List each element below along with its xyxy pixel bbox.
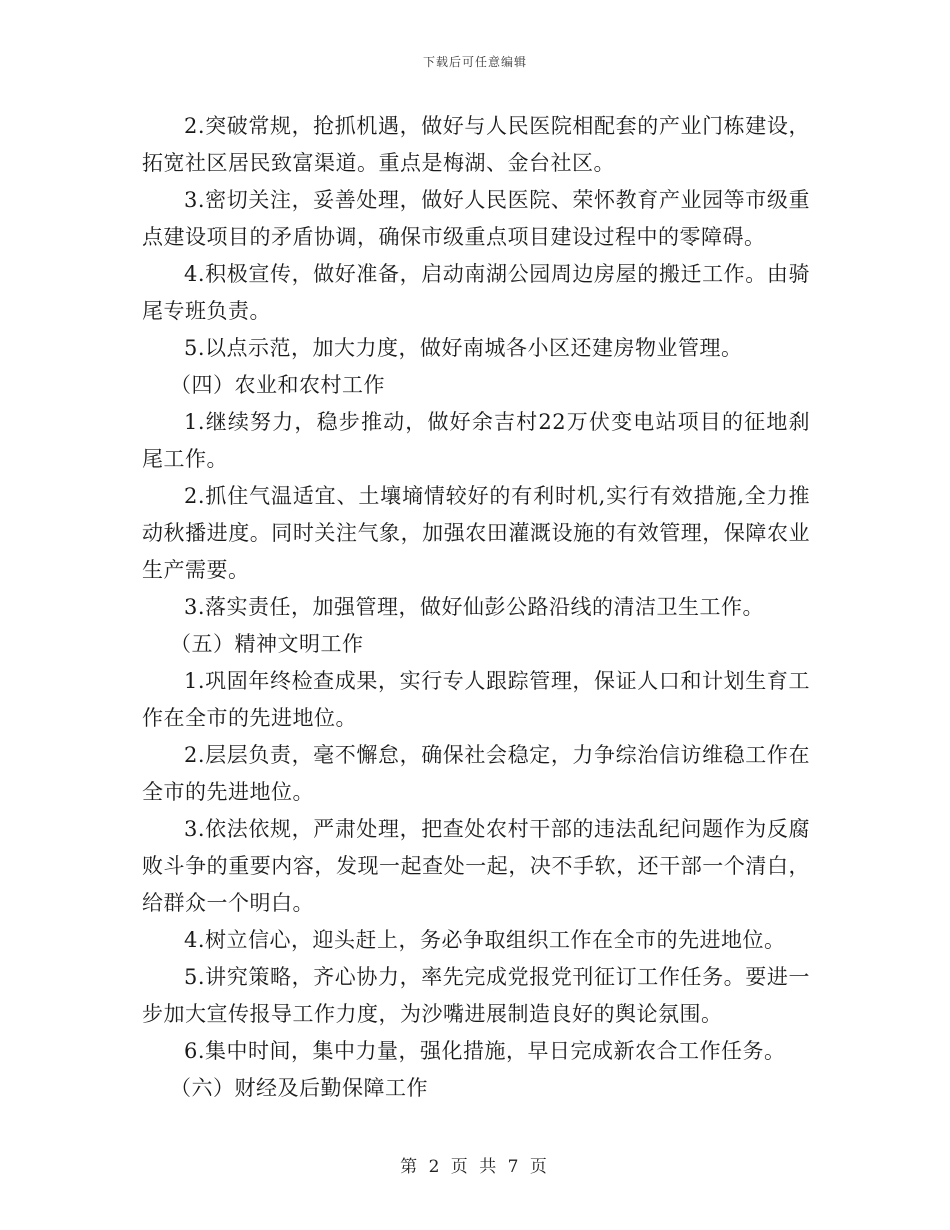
- paragraph: 6.集中时间，集中力量，强化措施，早日完成新农合工作任务。: [184, 1039, 786, 1063]
- paragraph: 3.依法依规，严肃处理，把查处农村干部的违法乱纪问题作为反腐败斗争的重要内容，发现一起查处一起，决不手软，还干部一个清白，给群众一个明白。: [142, 817, 810, 915]
- paragraph: 4.积极宣传，做好准备，启动南湖公园周边房屋的搬迁工作。由骑尾专班负责。: [142, 262, 810, 323]
- paragraph: 1.继续努力，稳步推动，做好余吉村22万伏变电站项目的征地刹尾工作。: [142, 410, 810, 471]
- paragraph: 3.落实责任，加强管理，做好仙彭公路沿线的清洁卫生工作。: [184, 595, 765, 619]
- paragraph: 2.抓住气温适宜、土壤墒情较好的有利时机,实行有效措施,全力推动秋播进度。同时关注气象，加强农田灌溉设施的有效管理，保障农业生产需要。: [142, 484, 810, 582]
- paragraph: 2.突破常规，抢抓机遇，做好与人民医院相配套的产业门栋建设，拓宽社区居民致富渠道。重点是梅湖、金台社区。: [142, 114, 810, 175]
- page-number-footer: 第 2 页 共 7 页: [400, 1157, 550, 1177]
- paragraph: 2.层层负责，毫不懈怠，确保社会稳定，力争综治信访维稳工作在全市的先进地位。: [142, 743, 810, 804]
- paragraph: 5.以点示范，加大力度，做好南城各小区还建房物业管理。: [184, 336, 743, 360]
- paragraph: 3.密切关注，妥善处理，做好人民医院、荣怀教育产业园等市级重点建设项目的矛盾协调，确保市级重点项目建设过程中的零障碍。: [142, 188, 810, 249]
- section-heading: （四）农业和农村工作: [170, 373, 385, 397]
- section-heading: （五）精神文明工作: [170, 632, 364, 656]
- paragraph: 1.巩固年终检查成果，实行专人跟踪管理，保证人口和计划生育工作在全市的先进地位。: [142, 669, 810, 730]
- document-body: [142, 108, 810, 1107]
- paragraph: 5.讲究策略，齐心协力，率先完成党报党刊征订工作任务。要进一步加大宣传报导工作力度，为沙嘴进展制造良好的舆论氛围。: [142, 965, 810, 1026]
- paragraph: 4.树立信心，迎头赶上，务必争取组织工作在全市的先进地位。: [184, 928, 786, 952]
- section-heading: （六）财经及后勤保障工作: [170, 1076, 428, 1100]
- header-note: 下载后可任意编辑: [422, 55, 527, 69]
